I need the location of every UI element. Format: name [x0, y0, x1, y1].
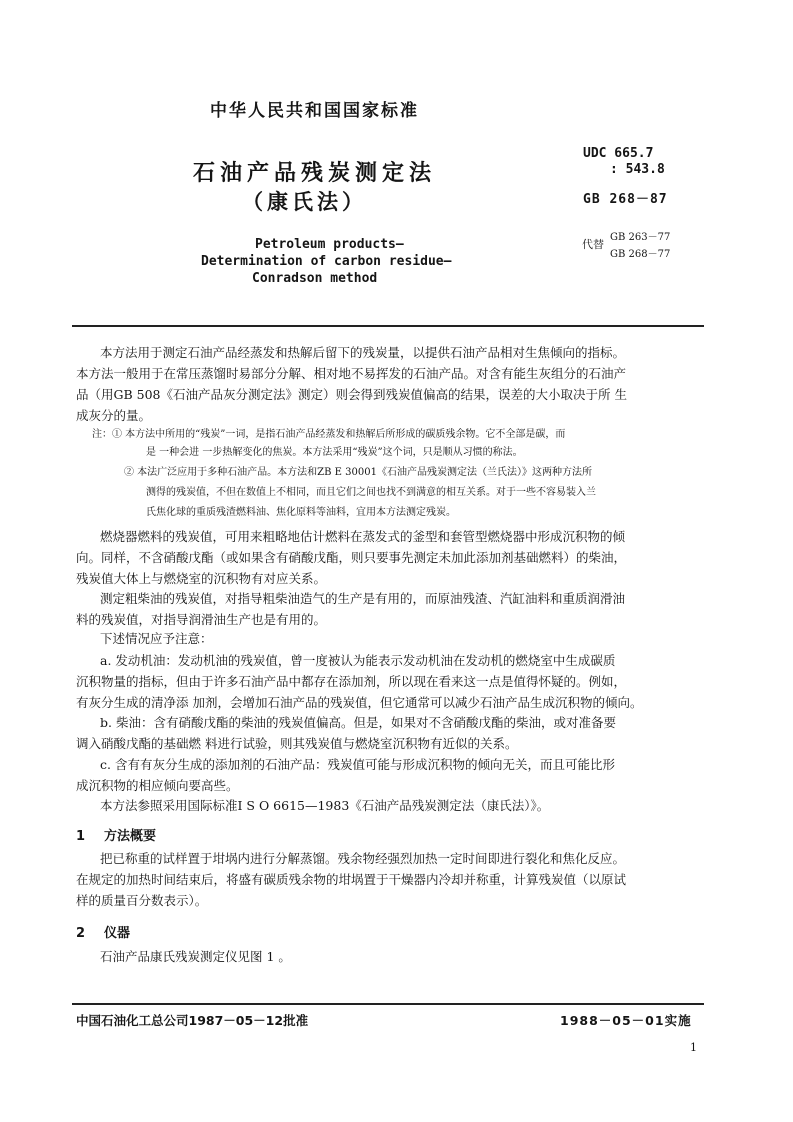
note-1-line: 是 一种会进 一步热解变化的焦炭。本方法采用“残炭”这个词，只是顺从习惯的称法。: [146, 447, 523, 458]
document-subtitle: （康氏法）: [242, 189, 367, 214]
approval-date: 中国石油化工总公司1987－05－12批准: [76, 1013, 309, 1028]
note-1-line: 注：① 本方法中所用的“残炭”一词，是指石油产品经蒸发和热解后所形成的碳质残余物。它不全部是碳，而: [92, 429, 566, 440]
reference-paragraph: [76, 795, 704, 816]
text-line: 石油产品康氏残炭测定仪见图 1 。: [100, 949, 291, 964]
text-line: 料的残炭值，对指导润滑油生产也是有用的。: [76, 612, 327, 627]
text-line: c. 含有有灰分生成的添加剂的石油产品：残炭值可能与形成沉积物的倾向无关，而且可能比形: [100, 757, 615, 772]
replaced-standard: GB 268－77: [610, 249, 671, 260]
intro-paragraph-4: [76, 628, 704, 649]
intro-paragraph-2: [76, 526, 704, 589]
english-title-line: Conradson method: [252, 271, 378, 286]
item-c: [76, 754, 704, 796]
text-line: 向。同样，不含硝酸戊酯（或如果含有硝酸戊酯，则只要事先测定未加此添加剂基础燃料）的柴油，: [76, 550, 627, 565]
intro-paragraph-3: [76, 588, 704, 630]
note-2-line: 测得的残炭值，不但在数值上不相同，而且它们之间也找不到满意的相互关系。对于一些不容易装入兰: [146, 487, 596, 498]
text-line: 成沉积物的相应倾向要高些。: [76, 778, 239, 793]
text-line: 下述情况应予注意：: [100, 631, 213, 646]
text-line: a. 发动机油：发动机油的残炭值，曾一度被认为能表示发动机油在发动机的燃烧室中生成碳质: [100, 653, 616, 668]
text-line: 有灰分生成的清净添 加剂，会增加石油产品的残炭值，但它通常可以减少石油产品生成沉积物的倾向。: [76, 695, 643, 710]
top-divider: [72, 325, 704, 327]
text-line: 成灰分的量。: [76, 408, 152, 423]
intro-paragraph-1: [76, 342, 704, 426]
section-number: 1: [76, 829, 86, 844]
gb-number: GB 268－87: [583, 192, 668, 207]
section-title: 仪器: [104, 926, 131, 941]
standard-label: 中华人民共和国国家标准: [210, 101, 419, 121]
text-line: 燃烧器燃料的残炭值，可用来粗略地估计燃料在蒸发式的釜型和套管型燃烧器中形成沉积物的倾: [100, 529, 626, 544]
note-2-line: 氏焦化球的重质残渣燃料油、焦化原料等油料，宜用本方法测定残炭。: [146, 507, 456, 518]
text-line: 样的质量百分数表示）。: [76, 893, 208, 908]
section-title: 方法概要: [104, 829, 157, 844]
udc-code-2: : 543.8: [610, 162, 665, 177]
section-1-heading: [76, 825, 156, 844]
replaces-label: 代替: [582, 238, 604, 251]
section-2-body: [76, 946, 704, 967]
text-line: 残炭值大体上与燃烧室的沉积物有对应关系。: [76, 571, 327, 586]
text-line: 调入硝酸戊酯的基础燃 料进行试验，则其残炭值与燃烧室沉积物有近似的关系。: [76, 736, 518, 751]
udc-code: UDC 665.7: [583, 146, 654, 161]
text-line: 在规定的加热时间结束后，将盛有碳质残余物的坩埚置于干燥器内冷却并称重，计算残炭值（以原试: [76, 872, 627, 887]
english-title-line: Petroleum products—: [255, 237, 404, 252]
note-2-line: ② 本法广泛应用于多种石油产品。本方法和ZB E 30001《石油产品残炭测定法（兰氏法）》这两种方法所: [124, 467, 592, 478]
text-line: 沉积物量的指标，但由于许多石油产品中都存在添加剂，所以现在看来这一点是值得怀疑的。例如，: [76, 674, 627, 689]
section-number: 2: [76, 926, 86, 941]
bottom-divider: [72, 1003, 704, 1005]
text-line: b. 柴油：含有硝酸戊酯的柴油的残炭值偏高。但是，如果对不含硝酸戊酯的柴油，或对准备要: [100, 715, 616, 730]
text-line: 测定粗柴油的残炭值，对指导粗柴油造气的生产是有用的，而原油残渣、汽缸油料和重质润滑油: [100, 591, 626, 606]
item-a: [76, 650, 704, 713]
text-line: 把已称重的试样置于坩埚内进行分解蒸馏。残余物经强烈加热一定时间即进行裂化和焦化反应。: [100, 851, 626, 866]
replaced-standard: GB 263－77: [610, 232, 671, 243]
section-2-heading: [76, 922, 130, 941]
text-line: 本方法用于测定石油产品经蒸发和热解后留下的残炭量，以提供石油产品相对生焦倾向的指标。: [100, 345, 626, 360]
document-title: 石油产品残炭测定法: [193, 160, 437, 186]
text-line: 本方法参照采用国际标准I S O 6615—1983《石油产品残炭测定法（康氏法）》。: [100, 798, 550, 813]
english-title-line: Determination of carbon residue—: [201, 254, 452, 269]
page-number: 1: [690, 1041, 697, 1054]
effective-date: 1988－05－01实施: [560, 1013, 692, 1028]
section-1-body: [76, 848, 704, 911]
item-b: [76, 712, 704, 754]
text-line: 本方法一般用于在常压蒸馏时易部分分解、相对地不易挥发的石油产品。对含有能生灰组分的石油产: [76, 366, 627, 381]
text-line: 品（用GB 508《石油产品灰分测定法》测定）则会得到残炭值偏高的结果，误差的大小取决于所 生: [76, 387, 627, 402]
